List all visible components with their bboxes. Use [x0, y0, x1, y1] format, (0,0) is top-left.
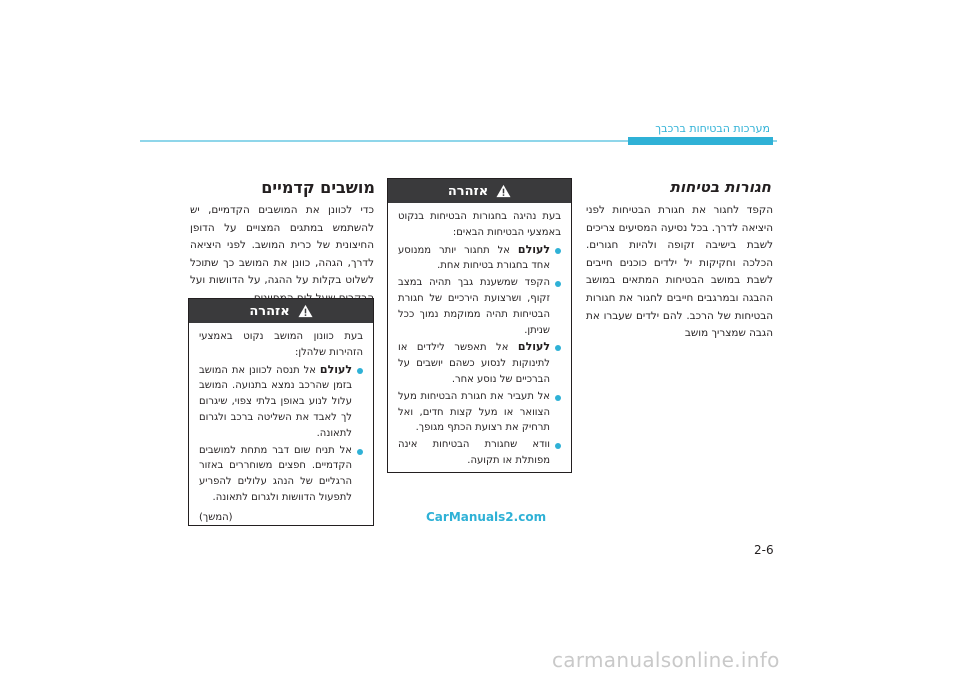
warning-header	[189, 299, 373, 323]
warning-triangle-icon	[496, 184, 511, 198]
warning-item-text: הקפד שמשענת גבך תהיה במצב זקוף, ושרצועת הירכיים של חגורת הבטיחות תהיה ממוקמת נמוך ככל שניתן.	[398, 277, 550, 336]
warning-title: אזהרה	[447, 183, 489, 199]
seat-adjust-warning-box	[188, 298, 374, 526]
warning-item	[398, 339, 561, 387]
section-title: מערכות הבטיחות ברכבך	[655, 122, 770, 135]
warning-triangle-icon	[298, 304, 313, 318]
warning-keyword: לעולם	[517, 242, 550, 256]
warning-item	[398, 275, 561, 338]
warning-list	[199, 362, 363, 506]
front-seats-heading: מושבים קדמיים	[261, 178, 375, 197]
warning-item-text: אל תאפשר לילדים או לתינוקות לנסוע כשהם יושבים על הברכיים של נוסע אחר.	[398, 342, 550, 385]
carmanuals-watermark: CarManuals2.com	[426, 510, 547, 524]
warning-item-text: אל תעביר את חגורת הבטיחות מעל הצוואר או מעל קצות חדים, ואל תרחיק את רצועת הכתף מגופך.	[398, 390, 550, 434]
warning-item-text: אל תחגור יותר ממנוסע אחד בחגורת בטיחות אחת.	[398, 244, 550, 272]
seat-belt-warning-box	[387, 178, 572, 473]
warning-title: אזהרה	[249, 303, 290, 319]
warning-item-text: אל תניח שום דבר מתחת למושבים הקדמיים. חפצים משוחררים באזור הרגליים של הנהג עלולים להפריע לתפעול הדוושות ולגרום לתאונה.	[199, 444, 352, 503]
warning-item	[199, 443, 363, 506]
warning-keyword: לעולם	[319, 362, 352, 376]
header-rule-accent	[628, 137, 773, 145]
warning-keyword: לעולם	[517, 340, 550, 354]
seat-belts-body: הקפד לחגור את חגורת הבטיחות לפני היציאה לדרך. בכל נסיעה המסיעים צריכים לשבת בישיבה זקופה ולהיות חגורים. הכלכה וחקיקות יל ילדים כוכנים חייבים לשבת במושב הבטיחות המתאים במושב ההבגה ובמרגבים חייבים לחגור את חגורות הבטיחות של הרכב. להם ילדים שעברו את הגבה שמצריך מושב	[586, 204, 773, 340]
seat-belts-heading: חגורות בטיחות	[669, 178, 771, 196]
warning-header	[388, 179, 571, 203]
warning-intro: בעת נהיגה בחגורות הבטיחות בנקוט באמצעי הבטיחות הבאים:	[398, 211, 561, 238]
warning-list	[398, 242, 561, 469]
warning-item	[398, 437, 561, 469]
front-seats-body: כדי לכוונן את המושבים הקדמיים, יש להשתמש במתגים המצויים על הדופן החיצונית של כרית המושב. לפני היציאה לדרך, הגהה, כוונן את המושב כך שתוכל לשלוט בקלות על ההגה, על הדוושות ועל	[190, 204, 374, 287]
warning-item	[398, 242, 561, 275]
warning-item	[199, 362, 363, 442]
warning-item-text: וודא שחגורת הבטיחות אינה מפותלת או תקועה.	[398, 439, 550, 466]
warning-item	[398, 389, 561, 436]
warning-item-text: אל תנסה לכוונן את המושב בזמן שהרכב נמצא בתנועה. המושב עלול לנוע באופן בלתי צפוי, שיגרום לך לאבד את השליטה ברכב ולגרום לתאונה.	[199, 364, 352, 439]
continued-label: (המשך)	[199, 511, 233, 523]
footer-watermark: carmanualsonline.info	[552, 648, 780, 672]
page-number: 2-6	[754, 543, 774, 557]
warning-intro: בעת כוונון המושב נקוט באמצעי הזהירות שלהלן:	[199, 331, 363, 358]
